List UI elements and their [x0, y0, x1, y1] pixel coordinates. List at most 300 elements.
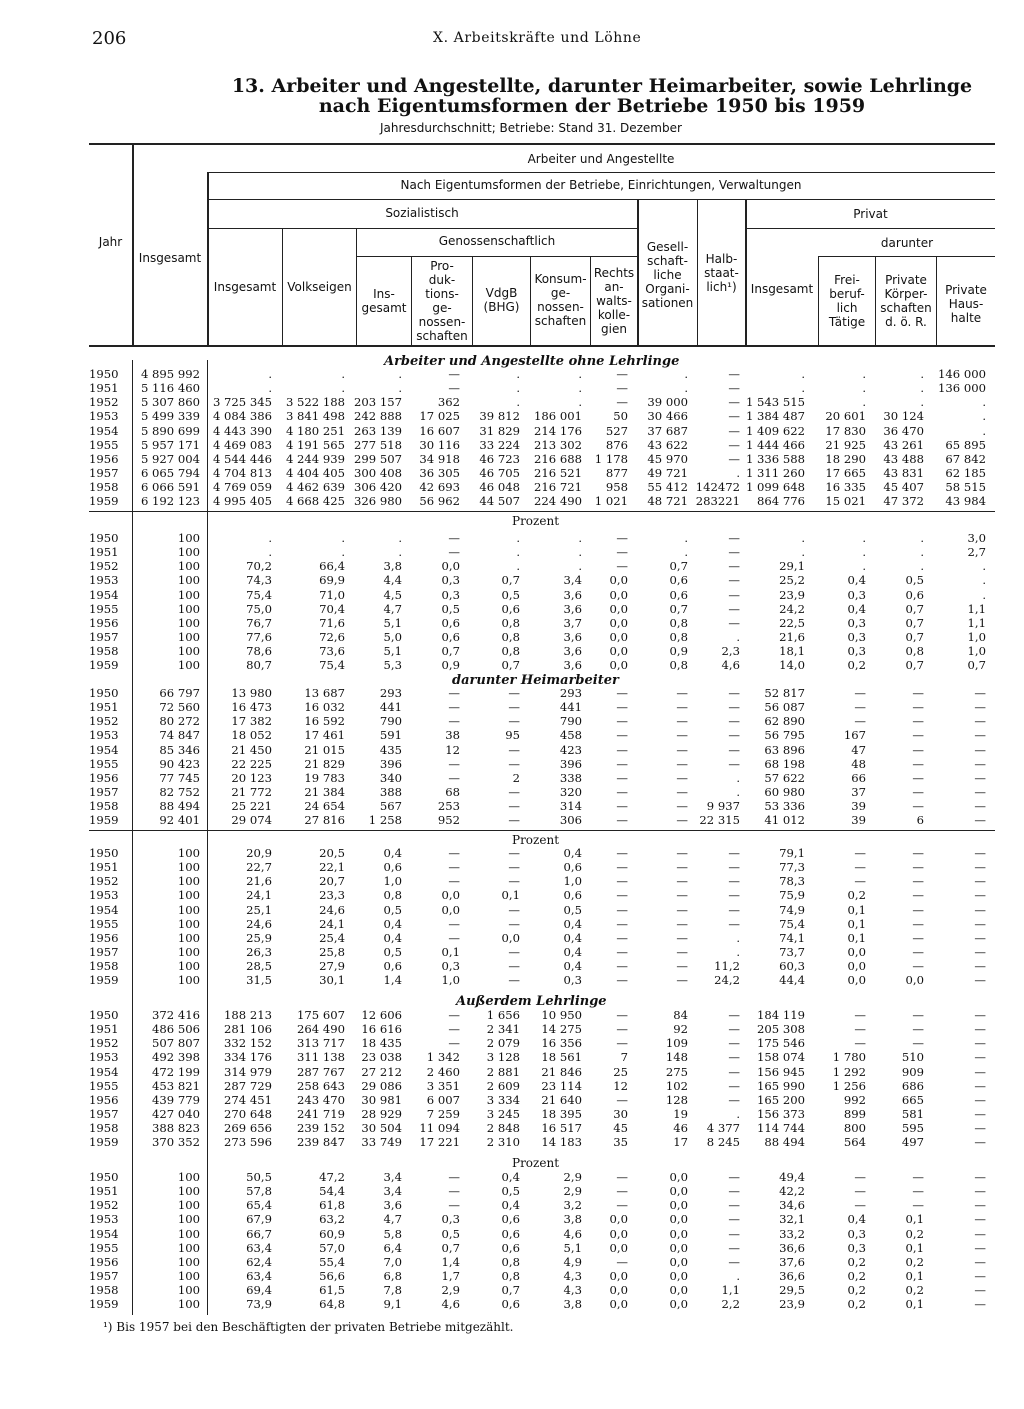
value-cell: —	[508, 756, 520, 771]
value-cell: —	[448, 916, 460, 931]
value-cell: —	[616, 799, 628, 814]
value-cell: 27 212	[361, 1064, 402, 1079]
value-cell: 864 776	[757, 494, 805, 509]
value-cell: 0,0	[669, 1212, 688, 1227]
header-produktion: Pro- duk- tions- ge- nossen- schaften	[416, 259, 468, 343]
value-cell: —	[616, 1036, 628, 1051]
value-cell: 43 622	[647, 437, 688, 452]
value-cell: —	[854, 1170, 866, 1184]
year-cell: 1955	[89, 1078, 119, 1093]
value-cell: 74,3	[246, 573, 272, 588]
value-cell: 0,2	[905, 1254, 924, 1269]
value-cell: 16 032	[304, 700, 345, 715]
value-cell: 65,4	[246, 1198, 272, 1213]
value-cell: 952	[437, 813, 460, 828]
value-cell: 4 995 405	[212, 494, 272, 509]
value-cell: —	[616, 531, 628, 545]
table-row	[0, 799, 1024, 813]
percent-row	[0, 545, 1024, 559]
table-row	[0, 686, 1024, 700]
table-row	[0, 728, 1024, 742]
value-cell: 100	[177, 630, 200, 645]
value-cell: 47 372	[883, 494, 924, 509]
value-cell: —	[616, 888, 628, 903]
header-jahr: Jahr	[98, 235, 123, 249]
value-cell: .	[268, 531, 272, 545]
value-cell: 4 443 390	[212, 423, 272, 438]
value-cell: 63,2	[319, 1212, 345, 1227]
percent-row	[0, 630, 1024, 644]
value-cell: —	[728, 601, 740, 616]
value-cell: 50,5	[246, 1170, 272, 1184]
value-cell: 0,0	[609, 1240, 628, 1255]
value-cell: 136 000	[938, 381, 986, 396]
value-cell: —	[616, 874, 628, 889]
value-cell: —	[912, 916, 924, 931]
value-cell: 29,1	[779, 559, 805, 574]
value-cell: 65 895	[945, 437, 986, 452]
header-nach-eigentumsformen: Nach Eigentumsformen der Betriebe, Einrichtungen, Verwaltungen	[400, 178, 802, 192]
value-cell: 0,4	[501, 1170, 520, 1184]
value-cell: .	[982, 587, 986, 602]
value-cell: —	[912, 714, 924, 729]
header-rechtsanwalt: Rechts an- walts- kolle- gien	[593, 266, 635, 336]
value-cell: —	[616, 714, 628, 729]
value-cell: —	[974, 1092, 986, 1107]
value-cell: 167	[843, 728, 866, 743]
value-cell: 25	[613, 1064, 628, 1079]
year-cell: 1957	[89, 1269, 119, 1284]
value-cell: 17 382	[231, 714, 272, 729]
value-cell: 0,3	[563, 973, 582, 988]
value-cell: —	[676, 785, 688, 800]
value-cell: 0,1	[847, 930, 866, 945]
value-cell: —	[508, 742, 520, 757]
value-cell: 12 606	[361, 1008, 402, 1022]
value-cell: —	[974, 770, 986, 785]
value-cell: 1 384 487	[745, 409, 805, 424]
value-cell: —	[728, 1212, 740, 1227]
value-cell: .	[268, 381, 272, 396]
value-cell: 21 640	[541, 1092, 582, 1107]
value-cell: 0,0	[669, 1240, 688, 1255]
value-cell: 55,4	[319, 1254, 345, 1269]
value-cell: 311 138	[297, 1050, 345, 1065]
value-cell: 4 404 405	[285, 466, 345, 481]
year-cell: 1950	[89, 531, 119, 545]
value-cell: 0,6	[501, 1297, 520, 1312]
value-cell: 39 812	[479, 409, 520, 424]
year-cell: 1959	[89, 813, 119, 828]
value-cell: 92 401	[159, 813, 200, 828]
page-number: 206	[92, 28, 127, 49]
year-cell: 1951	[89, 860, 119, 875]
value-cell: .	[736, 770, 740, 785]
table-row	[0, 743, 1024, 757]
value-cell: —	[728, 367, 740, 381]
header-insgesamt: Insgesamt	[138, 251, 202, 265]
value-cell: 0,3	[847, 587, 866, 602]
value-cell: 100	[177, 945, 200, 960]
value-cell: 435	[379, 742, 402, 757]
value-cell: 790	[379, 714, 402, 729]
value-cell: 69,9	[319, 573, 345, 588]
value-cell: 0,5	[905, 573, 924, 588]
running-head	[0, 28, 1024, 50]
value-cell: —	[448, 686, 460, 700]
value-cell: —	[912, 1036, 924, 1051]
value-cell: —	[728, 437, 740, 452]
value-cell: —	[974, 973, 986, 988]
year-cell: 1957	[89, 785, 119, 800]
value-cell: 1,4	[383, 973, 402, 988]
year-cell: 1956	[89, 615, 119, 630]
value-cell: —	[974, 799, 986, 814]
value-cell: .	[801, 545, 805, 560]
value-cell: 2,9	[563, 1184, 582, 1199]
year-cell: 1959	[89, 1297, 119, 1312]
year-cell: 1957	[89, 466, 119, 481]
value-cell: 2 079	[486, 1036, 520, 1051]
value-cell: 62,4	[246, 1254, 272, 1269]
col-rule-insgesamt	[207, 172, 209, 345]
value-cell: —	[912, 1184, 924, 1199]
value-cell: 1,4	[441, 1254, 460, 1269]
value-cell: 899	[843, 1107, 866, 1122]
header-halbstaatlich: Halb- staat- lich¹)	[704, 252, 739, 294]
value-cell: 388	[379, 785, 402, 800]
value-cell: —	[676, 770, 688, 785]
value-cell: —	[616, 1198, 628, 1213]
value-cell: 0,8	[501, 630, 520, 645]
value-cell: 16 607	[419, 423, 460, 438]
value-cell: 0,7	[441, 644, 460, 659]
value-cell: 37 687	[647, 423, 688, 438]
value-cell: .	[801, 367, 805, 381]
value-cell: 36,6	[779, 1269, 805, 1284]
percent-row	[0, 658, 1024, 672]
value-cell: 0,3	[847, 1226, 866, 1241]
value-cell: —	[508, 916, 520, 931]
percent-row	[0, 559, 1024, 573]
value-cell: 12	[613, 1078, 628, 1093]
value-cell: —	[616, 381, 628, 396]
header-koerperschaften: Private Körper- schaften d. ö. R.	[880, 273, 932, 329]
value-cell: —	[854, 1036, 866, 1051]
value-cell: 2,3	[721, 644, 740, 659]
value-cell: 216 521	[534, 466, 582, 481]
percent-row	[0, 903, 1024, 917]
value-cell: 100	[177, 1254, 200, 1269]
value-cell: —	[974, 959, 986, 974]
value-cell: —	[728, 902, 740, 917]
value-cell: —	[508, 785, 520, 800]
value-cell: —	[676, 813, 688, 828]
value-cell: 0,4	[847, 573, 866, 588]
value-cell: 50	[613, 409, 628, 424]
value-cell: 79,1	[779, 846, 805, 860]
value-cell: 20 601	[825, 409, 866, 424]
value-cell: 0,1	[501, 888, 520, 903]
value-cell: 100	[177, 959, 200, 974]
value-cell: 26,3	[246, 945, 272, 960]
value-cell: 46	[673, 1121, 688, 1136]
section-title: Arbeiter und Angestellte ohne Lehrlinge	[384, 354, 680, 369]
value-cell: 507 807	[152, 1036, 200, 1051]
value-cell: 74,1	[779, 930, 805, 945]
value-cell: 4,3	[563, 1269, 582, 1284]
value-cell: 75,4	[246, 587, 272, 602]
value-cell: —	[728, 1050, 740, 1065]
value-cell: —	[974, 945, 986, 960]
value-cell: 21,6	[246, 874, 272, 889]
header-arbeiter-angestellte: Arbeiter und Angestellte	[527, 152, 675, 166]
value-cell: 242 888	[354, 409, 402, 424]
value-cell: 42,2	[779, 1184, 805, 1199]
value-cell: 2 310	[486, 1135, 520, 1150]
value-cell: 3 725 345	[212, 395, 272, 410]
value-cell: 46 723	[479, 451, 520, 466]
value-cell: 80,7	[246, 658, 272, 673]
value-cell: —	[854, 714, 866, 729]
value-cell: —	[854, 686, 866, 700]
value-cell: 4,9	[563, 1254, 582, 1269]
value-cell: —	[616, 1092, 628, 1107]
value-cell: 18 052	[231, 728, 272, 743]
value-cell: —	[508, 846, 520, 860]
percent-row	[0, 644, 1024, 658]
value-cell: —	[508, 686, 520, 700]
value-cell: —	[676, 959, 688, 974]
value-cell: 33 749	[361, 1135, 402, 1150]
value-cell: —	[728, 686, 740, 700]
value-cell: 88 494	[159, 799, 200, 814]
value-cell: 370 352	[152, 1135, 200, 1150]
value-cell: .	[920, 531, 924, 545]
value-cell: 423	[559, 742, 582, 757]
value-cell: —	[974, 930, 986, 945]
year-cell: 1951	[89, 545, 119, 560]
value-cell: 510	[901, 1050, 924, 1065]
value-cell: 54,4	[319, 1184, 345, 1199]
table-row	[0, 714, 1024, 728]
value-cell: 7,0	[383, 1254, 402, 1269]
value-cell: 243 470	[297, 1092, 345, 1107]
value-cell: 100	[177, 1283, 200, 1298]
value-cell: 314	[559, 799, 582, 814]
value-cell: —	[616, 700, 628, 715]
value-cell: 0,0	[609, 587, 628, 602]
value-cell: 0,4	[847, 1212, 866, 1227]
value-cell: 23 038	[361, 1050, 402, 1065]
value-cell: —	[974, 742, 986, 757]
rule-arbeiter	[207, 172, 995, 173]
table-row	[0, 367, 1024, 381]
value-cell: 9,1	[383, 1297, 402, 1312]
value-cell: 0,4	[563, 959, 582, 974]
value-cell: —	[728, 1184, 740, 1199]
value-cell: 24,2	[779, 601, 805, 616]
value-cell: 16 616	[361, 1022, 402, 1037]
value-cell: 0,5	[501, 587, 520, 602]
percent-row	[0, 874, 1024, 888]
value-cell: 61,8	[319, 1198, 345, 1213]
value-cell: 17	[673, 1135, 688, 1150]
rule-eigentum	[207, 199, 995, 200]
value-cell: 492 398	[152, 1050, 200, 1065]
value-cell: 0,4	[563, 945, 582, 960]
value-cell: 22,7	[246, 860, 272, 875]
value-cell: .	[736, 630, 740, 645]
value-cell: 4,7	[383, 601, 402, 616]
value-cell: 0,6	[563, 888, 582, 903]
value-cell: —	[616, 846, 628, 860]
value-cell: .	[341, 545, 345, 560]
value-cell: 23,9	[779, 587, 805, 602]
value-cell: —	[676, 874, 688, 889]
value-cell: —	[676, 728, 688, 743]
percent-row	[0, 588, 1024, 602]
value-cell: 100	[177, 973, 200, 988]
value-cell: 0,8	[501, 1269, 520, 1284]
value-cell: —	[616, 1008, 628, 1022]
value-cell: —	[728, 1198, 740, 1213]
value-cell: 3,6	[563, 644, 582, 659]
value-cell: —	[616, 1022, 628, 1037]
value-cell: 22 315	[699, 813, 740, 828]
value-cell: 23,9	[779, 1297, 805, 1312]
value-cell: —	[728, 1254, 740, 1269]
value-cell: 24,6	[246, 916, 272, 931]
value-cell: 21 925	[825, 437, 866, 452]
value-cell: —	[854, 1008, 866, 1022]
value-cell: 58 515	[945, 480, 986, 495]
value-cell: 458	[559, 728, 582, 743]
year-cell: 1952	[89, 714, 119, 729]
value-cell: 31 829	[479, 423, 520, 438]
value-cell: .	[920, 559, 924, 574]
value-cell: 0,2	[847, 1283, 866, 1298]
value-cell: 56 795	[764, 728, 805, 743]
value-cell: 564	[843, 1135, 866, 1150]
value-cell: 0,2	[847, 658, 866, 673]
value-cell: 3,4	[383, 1184, 402, 1199]
value-cell: 25,9	[246, 930, 272, 945]
value-cell: 0,0	[669, 1170, 688, 1184]
footnote: ¹) Bis 1957 bei den Beschäftigten der privaten Betriebe mitgezählt.	[103, 1320, 514, 1334]
value-cell: —	[728, 756, 740, 771]
value-cell: 39 000	[647, 395, 688, 410]
year-cell: 1954	[89, 423, 119, 438]
value-cell: 24,6	[319, 902, 345, 917]
value-cell: 17 025	[419, 409, 460, 424]
value-cell: 13 980	[231, 686, 272, 700]
value-cell: 4 668 425	[285, 494, 345, 509]
year-cell: 1955	[89, 601, 119, 616]
value-cell: 1 178	[594, 451, 628, 466]
value-cell: 4 769 059	[212, 480, 272, 495]
value-cell: 12	[445, 742, 460, 757]
value-cell: —	[508, 700, 520, 715]
value-cell: —	[728, 860, 740, 875]
value-cell: —	[912, 846, 924, 860]
header-top-rule	[89, 143, 995, 145]
value-cell: 0,4	[563, 846, 582, 860]
value-cell: 1 311 260	[745, 466, 805, 481]
header-volkseigen: Volkseigen	[287, 280, 352, 294]
value-cell: 0,0	[847, 945, 866, 960]
value-cell: 10 950	[541, 1008, 582, 1022]
value-cell: —	[508, 860, 520, 875]
value-cell: 82 752	[159, 785, 200, 800]
value-cell: .	[736, 1107, 740, 1122]
value-cell: 0,2	[847, 888, 866, 903]
value-cell: 14,0	[779, 658, 805, 673]
year-cell: 1955	[89, 756, 119, 771]
value-cell: —	[912, 742, 924, 757]
value-cell: 3 351	[426, 1078, 460, 1093]
value-cell: 216 721	[534, 480, 582, 495]
value-cell: —	[728, 728, 740, 743]
prozent-label: Prozent	[512, 514, 560, 528]
value-cell: —	[676, 700, 688, 715]
percent-row	[0, 959, 1024, 973]
value-cell: 0,0	[609, 615, 628, 630]
value-cell: 71,6	[319, 615, 345, 630]
value-cell: 0,8	[501, 1254, 520, 1269]
percent-row	[0, 1184, 1024, 1198]
value-cell: —	[854, 874, 866, 889]
value-cell: —	[912, 1198, 924, 1213]
value-cell: 34,6	[779, 1198, 805, 1213]
value-cell: 63,4	[246, 1269, 272, 1284]
table-row	[0, 381, 1024, 395]
value-cell: —	[728, 423, 740, 438]
value-cell: —	[508, 945, 520, 960]
value-cell: 5 307 860	[140, 395, 200, 410]
value-cell: 4,6	[441, 1297, 460, 1312]
value-cell: —	[448, 700, 460, 715]
value-cell: 396	[379, 756, 402, 771]
year-cell: 1958	[89, 1283, 119, 1298]
value-cell: —	[912, 686, 924, 700]
value-cell: 0,1	[847, 916, 866, 931]
year-cell: 1953	[89, 728, 119, 743]
value-cell: 3,8	[563, 1212, 582, 1227]
value-cell: 0,7	[441, 1240, 460, 1255]
value-cell: 2 341	[486, 1022, 520, 1037]
value-cell: 75,0	[246, 601, 272, 616]
header-privat: Privat	[853, 207, 888, 221]
header-freiberuflich: Frei- beruf- lich Tätige	[828, 273, 866, 329]
value-cell: 5 499 339	[140, 409, 200, 424]
value-cell: .	[736, 1269, 740, 1284]
value-cell: 16 473	[231, 700, 272, 715]
value-cell: .	[516, 531, 520, 545]
value-cell: 1 099 648	[745, 480, 805, 495]
value-cell: —	[974, 1170, 986, 1184]
value-cell: 68	[445, 785, 460, 800]
value-cell: 31,5	[246, 973, 272, 988]
value-cell: 0,6	[441, 630, 460, 645]
value-cell: .	[736, 945, 740, 960]
value-cell: 686	[901, 1078, 924, 1093]
value-cell: 277 518	[354, 437, 402, 452]
year-cell: 1952	[89, 1198, 119, 1213]
value-cell: 790	[559, 714, 582, 729]
value-cell: —	[974, 1121, 986, 1136]
table-row	[0, 438, 1024, 452]
